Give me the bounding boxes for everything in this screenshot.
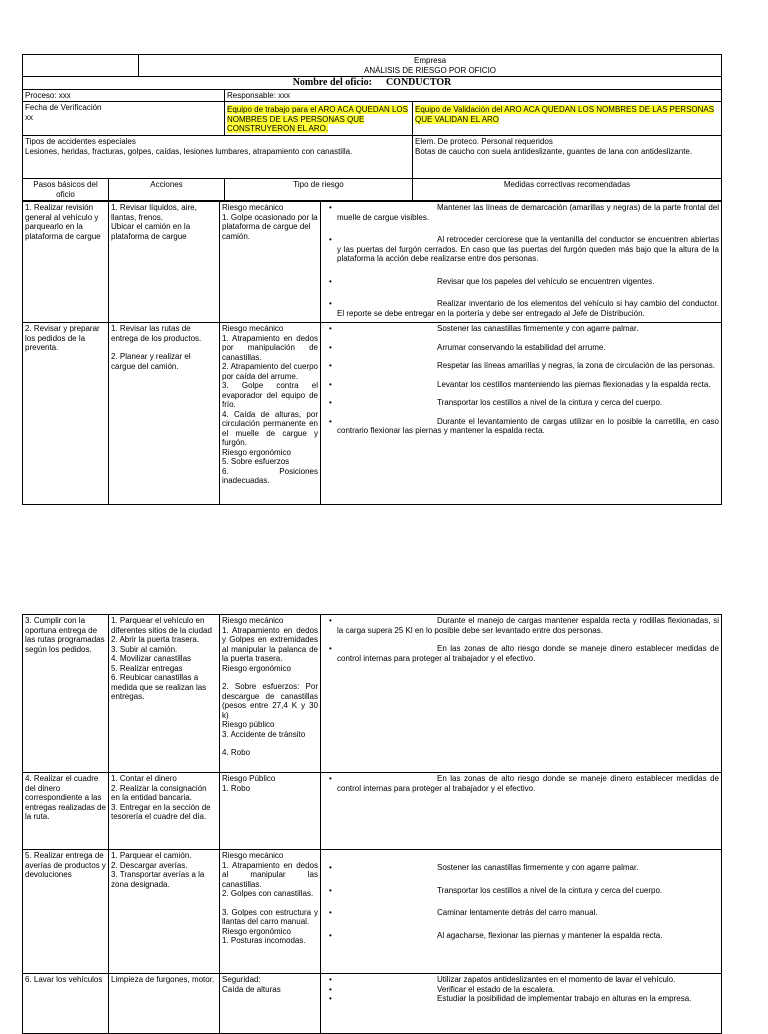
work-team-cell <box>225 102 413 136</box>
actions-cell <box>109 773 220 850</box>
action-item: 3. Transportar averías a la zona designada. <box>111 870 205 889</box>
risk-item: 6. Posiciones inadecuadas. <box>222 466 318 485</box>
verification-label: Fecha de Verificación <box>25 103 102 112</box>
risk-item: 3. Accidente de tránsito <box>222 729 306 739</box>
measures-cell <box>321 773 722 850</box>
table-row <box>23 850 722 974</box>
risk-item: 2. Atrapamiento del cuerpo por caída del arrume. <box>222 362 318 381</box>
col-header-measures: Medidas correctivas recomendadas <box>413 179 722 201</box>
risk-item: 2. Sobre esfuerzos: Por descargue de canastillas (pesos entre 27,4 K y 30 k) <box>222 682 318 720</box>
document-title: ANÁLISIS DE RIESGO POR OFICIO <box>363 65 497 75</box>
action-item: 1. Revisar las rutas de entrega de los productos. <box>111 324 202 343</box>
risk-cell <box>220 202 321 323</box>
measures-cell <box>321 615 722 773</box>
actions-cell <box>109 323 220 505</box>
risk-item: 1. Atrapamiento en dedos por manipulación de canastillas. <box>222 333 318 362</box>
actions-cell <box>109 202 220 323</box>
measure-item: • Sostener las canastillas firmemente y con agarre palmar. <box>329 324 639 333</box>
risk-analysis-table-top <box>22 54 722 201</box>
step-cell: 1. Realizar revisión general al vehículo y parquearlo en la plataforma de cargue <box>23 202 109 323</box>
company-name: Empresa <box>414 56 447 65</box>
measure-item: • Caminar lentamente detrás del carro manual. <box>329 908 598 917</box>
risk-item: 4. Robo <box>222 748 251 757</box>
accidents-label: Tipos de accidentes especiales <box>25 137 136 146</box>
risk-item: Riesgo mecánico <box>222 203 284 212</box>
risk-item: Riesgo ergonómico <box>222 447 291 457</box>
risk-item: 3. Golpe contra el evaporador del equipo de frío. <box>222 381 318 409</box>
action-item: 2. Descargar averías. <box>111 860 188 870</box>
risk-item: 2. Golpes con canastillas. <box>222 889 314 898</box>
risk-cell <box>220 773 321 850</box>
step-cell: 2. Revisar y preparar los pedidos de la preventa. <box>23 323 109 505</box>
step-cell: 5. Realizar entrega de averías de productos y devoluciones <box>23 850 109 974</box>
measure-item: • Al retroceder cerciorese que la ventanilla del conductor se encuentren abiertas y las puertas del furgón cerrados. En caso que las puertas del furgón queden más bajo que la altura de la plataforma la acción debe realizarse entre dos personas. <box>329 235 719 263</box>
measure-item: • Al agacharse, flexionar las piernas y mantener la espalda recta. <box>329 930 663 940</box>
action-item: 4. Movilizar canastillas <box>111 654 192 663</box>
action-item: 1. Parquear el vehículo en diferentes sitios de la ciudad <box>111 616 212 635</box>
measures-cell <box>321 850 722 974</box>
measure-item: • Verificar el estado de la escalera. <box>329 984 555 994</box>
step-cell: 4. Realizar el cuadre del dinero correspondiente a las entregas realizadas de la ruta. <box>23 773 109 850</box>
action-item: 1. Contar el dinero <box>111 774 177 783</box>
validation-team-text: Equipo de Validación del ARO ACA QUEDAN LOS NOMBRES DE LAS PERSONAS QUE VALIDAN EL ARO <box>415 105 715 124</box>
risk-item: 5. Sobre esfuerzos <box>222 457 290 466</box>
action-item: Limpieza de furgones, motor. <box>111 975 215 984</box>
measures-cell <box>321 323 722 505</box>
risk-item: 1. Golpe ocasionado por la plataforma de cargue del camión. <box>222 212 318 241</box>
actions-cell <box>109 850 220 974</box>
document-header <box>139 55 722 77</box>
action-item: Ubicar el camión en la plataforma de cargue <box>111 222 191 241</box>
responsible-cell: Responsable: xxx <box>225 89 722 102</box>
action-item: 1. Revisar líquidos, aire, llantas, frenos. <box>111 203 197 222</box>
table-row <box>23 323 722 505</box>
measure-item: • Transportar los cestillos a nivel de la cintura y cerca del cuerpo. <box>329 398 663 407</box>
table-row <box>23 202 722 323</box>
col-header-steps: Pasos básicos del oficio <box>23 179 109 201</box>
action-item: 6. Reubicar canastillas a medida que se realizan las entregas. <box>111 673 207 701</box>
ppe-label: Elem. De proteco. Personal requeridos <box>415 137 553 146</box>
action-item: 2. Abrir la puerta trasera. <box>111 635 200 644</box>
risk-rows-page2 <box>22 614 722 1034</box>
accidents-value: Lesiones, heridas, fracturas, golpes, caídas, lesiones lumbares, atrapamiento con canastilla. <box>25 146 353 156</box>
table-row <box>23 773 722 850</box>
actions-cell <box>109 974 220 1034</box>
measure-item: • Respetar las líneas amarillas y negras, la zona de circulación de las personas. <box>329 361 715 370</box>
ppe-cell <box>413 136 722 179</box>
action-item: 1. Parquear el camión. <box>111 851 192 860</box>
measure-item: • Estudiar la posibilidad de implementar trabajo en alturas en la empresa. <box>329 994 692 1003</box>
risk-item: Riesgo mecánico <box>222 324 284 333</box>
risk-item: Seguridad: <box>222 975 261 984</box>
risk-item: Riesgo mecánico <box>222 851 284 860</box>
risk-item: 1. Atrapamiento en dedos al manipular las canastillas. <box>222 860 318 889</box>
risk-item: 1. Posturas incomodas. <box>222 936 306 945</box>
action-item: 5. Realizar entregas <box>111 663 183 673</box>
table-row <box>23 615 722 773</box>
col-header-actions: Acciones <box>109 179 225 201</box>
measure-item: • Arrumar conservando la estabilidad del arrume. <box>329 342 606 352</box>
risk-item: Riesgo público <box>222 720 275 729</box>
verification-value: xx <box>25 112 33 122</box>
measure-item: • Durante el levantamiento de cargas utilizar en lo posible la carretilla, en caso contrario flexionar las piernas y mantener la espalda recta. <box>329 416 719 435</box>
risk-item: Riesgo ergonómico <box>222 926 291 936</box>
action-item: 2. Planear y realizar el cargue del camión. <box>111 352 191 371</box>
risk-item: 4. Caída de alturas, por circulación permanente en el muelle de cargue y furgón. <box>222 409 318 447</box>
table-row <box>23 974 722 1034</box>
process-cell: Proceso: xxx <box>23 89 225 102</box>
risk-cell <box>220 850 321 974</box>
risk-rows-page1 <box>22 201 722 505</box>
risk-item: 1. Robo <box>222 783 251 793</box>
office-name-row <box>23 77 722 90</box>
risk-cell <box>220 974 321 1034</box>
measure-item: • Durante el manejo de cargas mantener espalda recta y rodillas flexionadas, si la carga supera 25 Kl en lo posible debe ser levantado entre dos personas. <box>329 616 719 635</box>
action-item: 3. Entregar en la sección de tesorería el cuadre del día. <box>111 802 211 821</box>
risk-item: Caída de alturas <box>222 984 281 994</box>
action-item: 2. Realizar la consignación en la entidad bancaria. <box>111 783 207 802</box>
ppe-value: Botas de caucho con suela antideslizante, guantes de lana con antideslizante. <box>415 146 693 156</box>
risk-item: Riesgo Público <box>222 774 276 783</box>
measure-item: • Revisar que los papeles del vehículo se encuentren vigentes. <box>329 276 655 286</box>
measures-cell <box>321 974 722 1034</box>
risk-item: 1. Atrapamiento en dedos y Golpes en extremidades al manipular la palanca de la puerta trasera. <box>222 625 318 663</box>
measure-item: • Sostener las canastillas firmemente y con agarre palmar. <box>329 863 639 872</box>
measure-item: • Utilizar zapatos antideslizantes en el momento de lavar el vehículo. <box>329 975 676 984</box>
measure-item: • Realizar inventario de los elementos del vehículo si hay cambio del conductor. El reporte se debe entregar en la portería y debe ser entregado al Jefe de Distribución. <box>329 299 719 318</box>
measure-item: • Mantener las líneas de demarcación (amarillas y negras) de la parte frontal del muelle de cargue visibles. <box>329 203 719 222</box>
verification-cell <box>23 102 225 136</box>
measure-item: • Levantar los cestillos manteniendo las piernas flexionadas y la espalda recta. <box>329 379 711 389</box>
logo-cell <box>23 55 139 77</box>
accidents-cell <box>23 136 413 179</box>
step-cell: 3. Cumplir con la oportuna entrega de las rutas programadas según los pedidos. <box>23 615 109 773</box>
measure-item: • En las zonas de alto riesgo donde se maneje dinero establecer medidas de control internas para proteger al trabajador y el efectivo. <box>329 644 719 663</box>
validation-team-cell <box>413 102 722 136</box>
col-header-risk: Tipo de riesgo <box>225 179 413 201</box>
risk-item: Riesgo mecánico <box>222 616 284 625</box>
risk-item: 3. Golpes con estructura y llantas del carro manual. <box>222 907 318 926</box>
actions-cell <box>109 615 220 773</box>
action-item: 3. Subir al camión. <box>111 644 178 654</box>
office-name-label: Nombre del oficio: <box>292 77 372 88</box>
measures-cell <box>321 202 722 323</box>
risk-cell <box>220 615 321 773</box>
step-cell: 6. Lavar los vehículos <box>23 974 109 1034</box>
risk-item: Riesgo ergonómico <box>222 663 291 673</box>
office-name-value: CONDUCTOR <box>385 77 452 88</box>
measure-item: • Transportar los cestillos a nivel de la cintura y cerca del cuerpo. <box>329 885 663 895</box>
risk-cell <box>220 323 321 505</box>
work-team-text: Equipo de trabajo para el ARO ACA QUEDAN LOS NOMBRES DE LAS PERSONAS QUE CONSTRUYERON EL ARO. <box>227 105 408 133</box>
measure-item: • En las zonas de alto riesgo donde se maneje dinero establecer medidas de control internas para proteger al trabajador y el efectivo. <box>329 774 719 793</box>
